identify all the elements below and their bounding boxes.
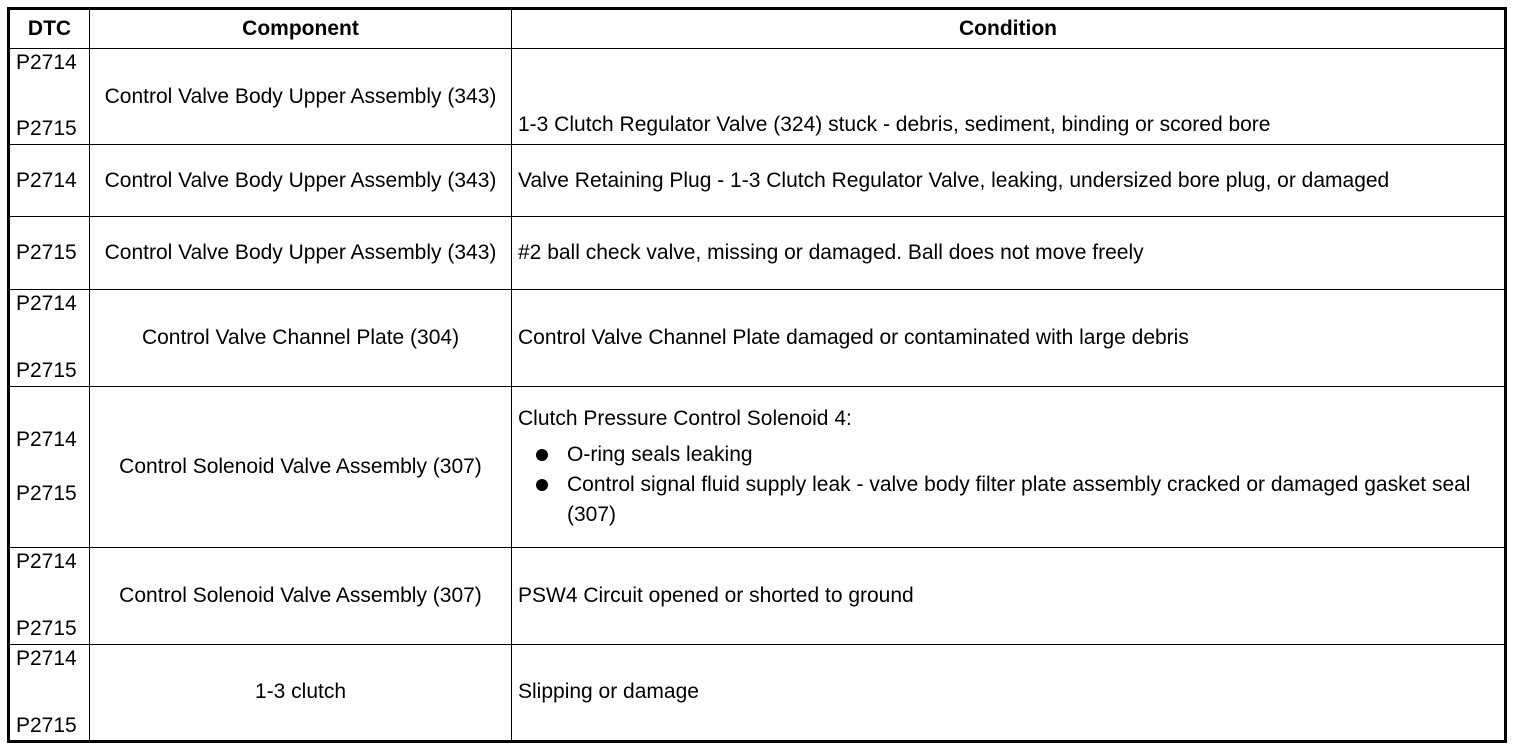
dtc-cell	[9, 644, 90, 741]
condition-cell: Control Valve Channel Plate damaged or contaminated with large debris	[512, 290, 1506, 387]
dtc-code: P2715	[16, 241, 77, 265]
dtc-code: P2714	[16, 646, 77, 670]
dtc-cell	[9, 217, 90, 290]
condition-cell: PSW4 Circuit opened or shorted to ground	[512, 547, 1506, 644]
header-condition: Condition	[512, 9, 1506, 49]
condition-cell: #2 ball check valve, missing or damaged. Ball does not move freely	[512, 217, 1506, 290]
header-dtc: DTC	[9, 9, 90, 49]
table-row	[9, 49, 1506, 145]
dtc-cell	[9, 290, 90, 387]
header-component: Component	[90, 9, 512, 49]
dtc-code: P2715	[16, 482, 77, 506]
bullet-icon	[536, 449, 548, 461]
table-row	[9, 145, 1506, 217]
dtc-code: P2715	[16, 359, 77, 383]
condition-bullet-list	[518, 440, 1498, 530]
dtc-code: P2714	[16, 292, 77, 316]
dtc-code: P2714	[16, 428, 77, 452]
condition-intro: Clutch Pressure Control Solenoid 4:	[518, 407, 852, 431]
condition-cell: 1-3 Clutch Regulator Valve (324) stuck - debris, sediment, binding or scored bore	[512, 49, 1506, 145]
component-cell: Control Valve Body Upper Assembly (343)	[90, 145, 512, 217]
dtc-cell	[9, 387, 90, 547]
list-item	[518, 440, 1498, 470]
condition-cell	[512, 387, 1506, 547]
table-row	[9, 644, 1506, 741]
dtc-code: P2714	[16, 168, 77, 192]
bullet-text: O-ring seals leaking	[567, 443, 753, 467]
component-cell: Control Solenoid Valve Assembly (307)	[90, 547, 512, 644]
dtc-cell	[9, 547, 90, 644]
dtc-cell	[9, 145, 90, 217]
component-cell: Control Solenoid Valve Assembly (307)	[90, 387, 512, 547]
table-row	[9, 290, 1506, 387]
component-cell: Control Valve Channel Plate (304)	[90, 290, 512, 387]
table-row	[9, 547, 1506, 644]
table-row	[9, 217, 1506, 290]
table-row	[9, 387, 1506, 547]
header-row	[9, 9, 1506, 49]
condition-cell: Slipping or damage	[512, 644, 1506, 741]
component-cell: 1-3 clutch	[90, 644, 512, 741]
list-item	[518, 470, 1498, 530]
bullet-text: Control signal fluid supply leak - valve body filter plate assembly cracked or damaged gasket seal (307)	[567, 473, 1471, 527]
dtc-code: P2714	[16, 51, 77, 74]
dtc-table	[7, 7, 1507, 743]
bullet-icon	[536, 479, 548, 491]
component-cell: Control Valve Body Upper Assembly (343)	[90, 49, 512, 145]
dtc-code: P2715	[16, 616, 77, 640]
component-cell: Control Valve Body Upper Assembly (343)	[90, 217, 512, 290]
condition-cell: Valve Retaining Plug - 1-3 Clutch Regulator Valve, leaking, undersized bore plug, or damaged	[512, 145, 1506, 217]
dtc-cell	[9, 49, 90, 145]
dtc-code: P2715	[16, 117, 77, 140]
dtc-code: P2714	[16, 549, 77, 573]
dtc-code: P2715	[16, 713, 77, 737]
